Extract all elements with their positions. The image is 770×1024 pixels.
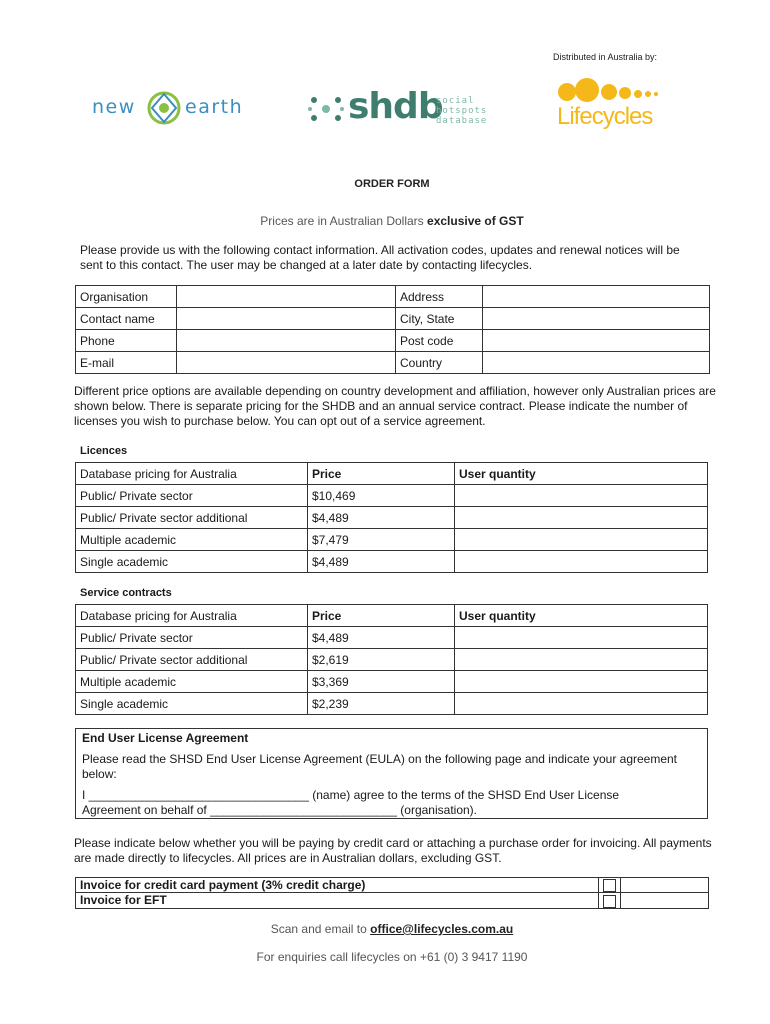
lifecycles-logo-word: Lifecycles [557, 103, 653, 130]
country-label: Country [396, 352, 483, 374]
service-price: $2,239 [308, 693, 455, 715]
payment-option-cc-spacer [621, 878, 709, 893]
payment-option-cc-label: Invoice for credit card payment (3% credit charge) [76, 878, 599, 893]
service-name: Multiple academic [76, 671, 308, 693]
eula-intro: Please read the SHSD End User License Agreement (EULA) on the following page and indicate your agreement below: [82, 752, 678, 781]
table-header-row [76, 463, 708, 485]
licences-col-price-header: Price [308, 463, 455, 485]
service-quantity-input[interactable] [455, 671, 708, 693]
shdb-dots-icon [308, 94, 344, 124]
prices-note [0, 214, 770, 228]
licence-quantity-input[interactable] [455, 507, 708, 529]
licence-quantity-input[interactable] [455, 551, 708, 573]
table-row [76, 878, 709, 893]
table-header-row [76, 605, 708, 627]
table-row [76, 308, 710, 330]
service-name: Single academic [76, 693, 308, 715]
service-contracts-label: Service contracts [80, 587, 172, 599]
lifecycles-dots-icon [553, 76, 673, 106]
scan-email-text: Scan and email to [270, 922, 371, 936]
licences-table [75, 462, 708, 573]
table-row [76, 671, 708, 693]
payment-option-cc-checkbox[interactable] [599, 878, 621, 893]
table-row [76, 551, 708, 573]
table-row [76, 507, 708, 529]
payment-option-eft-spacer [621, 893, 709, 908]
newearth-logo [92, 86, 252, 132]
distributed-by-label: Distributed in Australia by: [553, 52, 658, 62]
city-state-input[interactable] [483, 308, 710, 330]
contact-name-label: Contact name [76, 308, 177, 330]
contact-intro: Please provide us with the following contact information. All activation codes, updates and renewal notices will be sent to this contact. The user may be changed at a later date by contacting lifecycles. [80, 243, 680, 272]
service-col-price-header: Price [308, 605, 455, 627]
licence-price: $4,489 [308, 507, 455, 529]
page-title: ORDER FORM [354, 178, 430, 190]
city-state-label: City, State [396, 308, 483, 330]
shdb-logo [308, 86, 498, 132]
country-input[interactable] [483, 352, 710, 374]
phone-input[interactable] [177, 330, 396, 352]
checkbox-icon[interactable] [603, 895, 616, 908]
service-name: Public/ Private sector additional [76, 649, 308, 671]
service-quantity-input[interactable] [455, 627, 708, 649]
service-quantity-input[interactable] [455, 649, 708, 671]
contact-name-input[interactable] [177, 308, 396, 330]
table-row [76, 893, 709, 908]
licence-name: Multiple academic [76, 529, 308, 551]
service-col-quantity-header: User quantity [455, 605, 708, 627]
licence-name: Single academic [76, 551, 308, 573]
licence-quantity-input[interactable] [455, 485, 708, 507]
table-row [76, 352, 710, 374]
service-col-name-header: Database pricing for Australia [76, 605, 308, 627]
eula-name-line[interactable]: I _________________________________ (name) agree to the terms of the SHSD End User License [82, 788, 620, 802]
table-row [76, 529, 708, 551]
table-row [76, 330, 710, 352]
prices-note-text: Prices are in Australian Dollars [260, 214, 428, 228]
licences-label: Licences [80, 445, 128, 457]
contact-table [75, 285, 710, 374]
shdb-logo-word: shdb [348, 86, 443, 127]
table-row [76, 649, 708, 671]
newearth-logo-text-right: earth [185, 96, 244, 118]
post-code-input[interactable] [483, 330, 710, 352]
payment-option-eft-label: Invoice for EFT [76, 893, 599, 908]
table-row [76, 286, 710, 308]
shdb-logo-sub3: database [436, 116, 488, 126]
licence-quantity-input[interactable] [455, 529, 708, 551]
pricing-intro: Different price options are available depending on country development and affiliation, however only Australian prices are shown below. There is separate pricing for the SHDB and an annual service contract. Please indicate the number of licenses you wish to purchase below. You can opt out of a service agreement. [74, 384, 716, 428]
table-row [76, 627, 708, 649]
licence-name: Public/ Private sector [76, 485, 308, 507]
licences-col-quantity-header: User quantity [455, 463, 708, 485]
scan-email-note [0, 922, 770, 936]
service-quantity-input[interactable] [455, 693, 708, 715]
table-row [76, 693, 708, 715]
lifecycles-logo [553, 76, 673, 136]
service-price: $4,489 [308, 627, 455, 649]
checkbox-icon[interactable] [603, 879, 616, 892]
table-row [76, 485, 708, 507]
licence-name: Public/ Private sector additional [76, 507, 308, 529]
payment-options-table [75, 877, 709, 909]
payment-intro: Please indicate below whether you will be paying by credit card or attaching a purchase order for invoicing. All payments are made directly to lifecycles. All prices are in Australian dollars, excluding GST. [74, 836, 712, 865]
eula-title: End User License Agreement [82, 731, 249, 745]
licence-price: $7,479 [308, 529, 455, 551]
shdb-logo-sub1: social [436, 96, 475, 106]
shdb-logo-sub2: hotspots [436, 106, 488, 116]
organisation-label: Organisation [76, 286, 177, 308]
newearth-logo-text-left: new [92, 96, 136, 118]
email-link[interactable]: office@lifecycles.com.au [370, 922, 514, 936]
licence-price: $4,489 [308, 551, 455, 573]
email-label: E-mail [76, 352, 177, 374]
address-label: Address [396, 286, 483, 308]
enquiries-note: For enquiries call lifecycles on +61 (0) 3 9417 1190 [256, 950, 528, 964]
eula-organisation-line[interactable]: Agreement on behalf of ____________________________ (organisation). [82, 803, 477, 817]
service-name: Public/ Private sector [76, 627, 308, 649]
email-input[interactable] [177, 352, 396, 374]
organisation-input[interactable] [177, 286, 396, 308]
phone-label: Phone [76, 330, 177, 352]
prices-note-bold: exclusive of GST [427, 214, 524, 228]
eula-box [75, 728, 708, 819]
post-code-label: Post code [396, 330, 483, 352]
service-contracts-table [75, 604, 708, 715]
payment-option-eft-checkbox[interactable] [599, 893, 621, 908]
licence-price: $10,469 [308, 485, 455, 507]
service-price: $3,369 [308, 671, 455, 693]
newearth-emblem-icon [146, 88, 182, 128]
licences-col-name-header: Database pricing for Australia [76, 463, 308, 485]
service-price: $2,619 [308, 649, 455, 671]
address-input[interactable] [483, 286, 710, 308]
